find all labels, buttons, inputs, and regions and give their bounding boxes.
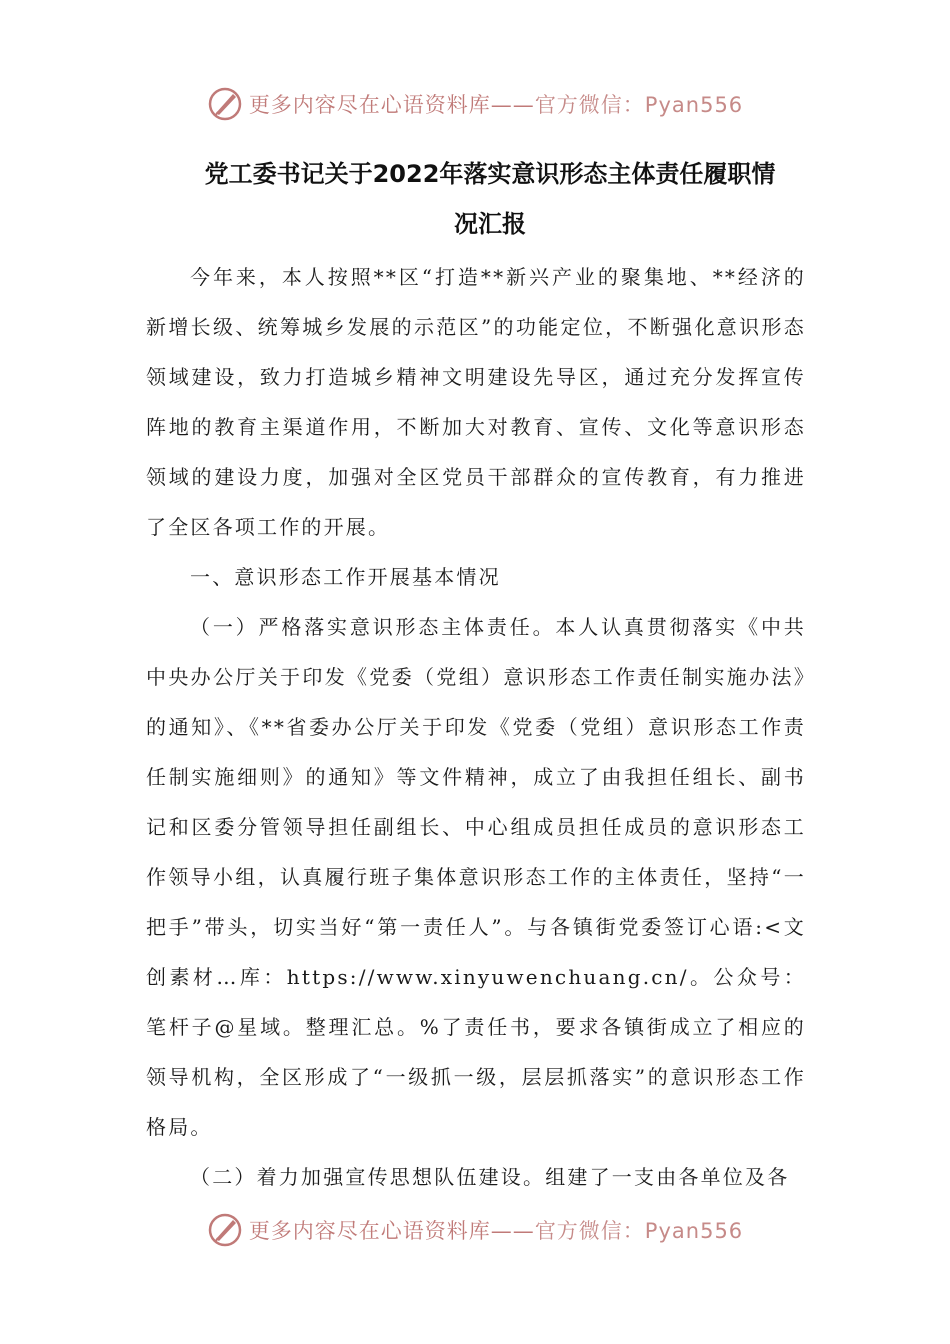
- section-heading-1: 一、意识形态工作开展基本情况: [190, 565, 501, 589]
- watermark-banner-top: [0, 84, 950, 124]
- watermark-banner-bottom: [0, 1210, 950, 1250]
- paragraph-subsection-1: （一）严格落实意识形态主体责任。本人认真贯彻落实《中共中央办公厅关于印发《党委（党组）意识形态工作责任制实施办法》的通知》、《**省委办公厅关于印发《党委（党组）意识形态工作责任制实施细则》的通知》等文件精神，成立了由我担任组长、副书记和区委分管领导担任副组长、中心组成员担任成员的意识形态工作领导小组，认真履行班子集体意识形态工作的主体责任，坚持“一把手”带头，切实当好“第一责任人”。与各镇街党委签订心语:<文创素材…库：https://www.xinyuwenchuang.cn/。公众号：笔杆子@星域。整理汇总。%了责任书，要求各镇街成立了相应的领导机构，全区形成了“一级抓一级，层层抓落实”的意识形态工作格局。: [146, 615, 806, 1139]
- paragraph-intro: 今年来，本人按照**区“打造**新兴产业的聚集地、**经济的新增长级、统筹城乡发展的示范区”的功能定位，不断强化意识形态领域建设，致力打造城乡精神文明建设先导区，通过充分发挥宣传阵地的教育主渠道作用，不断加大对教育、宣传、文化等意识形态领域的建设力度，加强对全区党员干部群众的宣传教育，有力推进了全区各项工作的开展。: [146, 265, 806, 539]
- watermark-text: 更多内容尽在心语资料库——官方微信：Pyan556: [248, 1219, 744, 1243]
- paragraph-subsection-2: （二）着力加强宣传思想队伍建设。组建了一支由各单位及各: [190, 1165, 790, 1189]
- document-title-line-2: 况汇报: [454, 210, 526, 238]
- quill-pen-logo-icon: [207, 86, 243, 122]
- watermark-text: 更多内容尽在心语资料库——官方微信：Pyan556: [248, 93, 744, 117]
- document-body: [146, 252, 806, 1202]
- quill-pen-logo-icon: [207, 1212, 243, 1248]
- document-title-line-1: 党工委书记关于2022年落实意识形态主体责任履职情: [204, 160, 776, 188]
